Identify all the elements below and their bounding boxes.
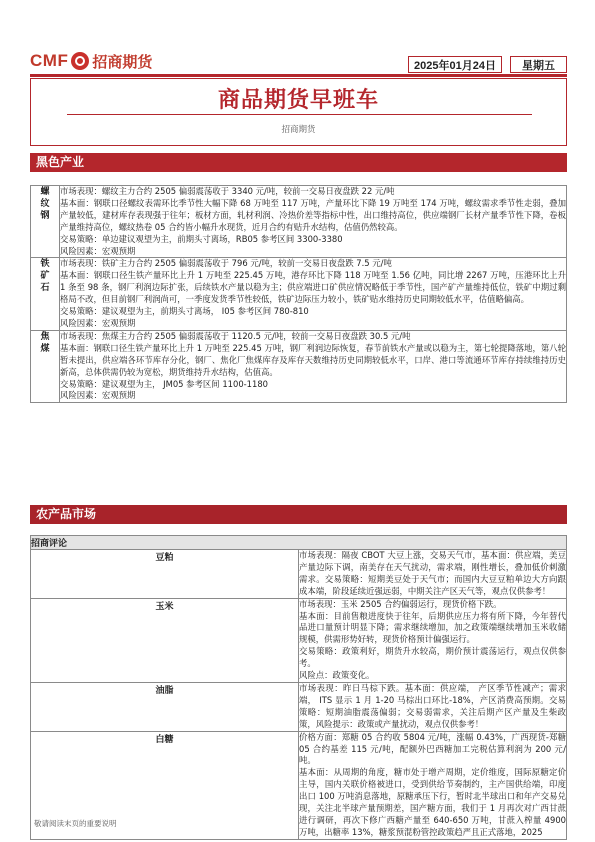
- company-logo: [30, 48, 152, 74]
- commodity-label: 玉米: [31, 598, 299, 682]
- fundamental-line: 基本面：目前售粮进度快于往年，后期供应压力将有所下降，今年替代品进口量预计明显下降；需求继续增加，加之政策端继续增加玉米收储规模，供需形势好转，现货价格预计偏强运行。: [299, 610, 566, 645]
- fundamental-line: 基本面：钢联口径生铁产量环比上升 1 万吨至 225.45 万吨，钢厂利润边际恢复，春节前铁水产量或以稳为主，第七轮提降落地，第八轮暂未提出，供应端各环节库存分化，钢厂、焦化厂焦煤库存及库存天数维持历史同期较低水平，口岸、港口等流通环节库存持续维持历史新高，总体供需仍较为宽松，期货维持升水结构，估值高。: [60, 342, 566, 377]
- commodity-label: [31, 186, 60, 258]
- market-line: 市场表现：玉米 2505 合约偏弱运行，现货价格下跌。: [299, 598, 502, 609]
- commodity-content: [299, 682, 567, 731]
- table-header-row: [31, 536, 567, 550]
- footer-disclaimer: 敬请阅读末页的重要说明: [34, 819, 117, 828]
- table-subheader: 招商评论: [31, 536, 567, 550]
- strategy-line: 交易策略：建议观望为主， JM05 参考区间 1100-1180: [60, 378, 268, 389]
- fundamental-line: 基本面：钢联口径生铁产量环比上升 1 万吨至 225.45 万吨，港存环比下降 118 万吨至 1.56 亿吨，同比增 2267 万吨，压港环比上升 1 条至 98 条，钢厂利润边际扩张，后续铁水产量以稳为主；供应端进口矿供应情况略低于季节性，国产矿产量维持低位，铁矿中期过剩格局不改，但目前钢厂利润尚可，一季度发货季节性较低，铁矿边际压力较小，铁矿贴水维持历史同期较低水平，估值略偏高。: [60, 270, 566, 305]
- commodity-label: [31, 258, 60, 330]
- table-row: [31, 550, 567, 599]
- commodity-label: 豆粕: [31, 550, 299, 599]
- commodity-name: 铁矿石: [40, 259, 50, 294]
- logo-latin-text: CMF: [30, 51, 69, 70]
- table-row: [31, 598, 567, 682]
- commodity-name: 焦煤: [40, 331, 50, 354]
- table-row: [31, 258, 567, 330]
- commodity-content: [299, 731, 567, 839]
- report-date: 2025年01月24日: [408, 56, 502, 73]
- risk-line: 风险点：政策变化。: [299, 670, 375, 681]
- price-line: 价格方面：郑糖 05 合约收 5804 元/吨，涨幅 0.43%，广西现货-郑糖 05 合约基差 115 元/吨，配额外巴西糖加工完税估算利润为 200 元/吨。: [299, 731, 566, 766]
- section-header-black: 黑色产业: [30, 153, 567, 172]
- market-line: 市场表现：焦煤主力合约 2505 偏弱震荡收于 1120.5 元/吨，较前一交易日夜盘跌 30.5 元/吨: [60, 330, 411, 341]
- black-industry-table: [30, 185, 567, 403]
- logo-chinese-text: 招商期货: [92, 52, 153, 71]
- commodity-content: [299, 598, 567, 682]
- commodity-label: [31, 330, 60, 402]
- page-title: 商品期货早班车: [217, 88, 379, 113]
- commodity-content: [60, 330, 567, 402]
- market-line: 市场表现：铁矿主力合约 2505 偏弱震荡收于 796 元/吨，较前一交易日夜盘跌 7.5 元/吨: [60, 258, 392, 269]
- table-row: [31, 186, 567, 258]
- market-line: 市场表现：螺纹主力合约 2505 偏弱震荡收于 3340 元/吨，较前一交易日夜盘跌 22 元/吨: [60, 186, 395, 196]
- risk-line: 风险因素：宏观预期: [60, 317, 136, 328]
- title-underline: [67, 114, 532, 115]
- comment-line: 市场表现：隔夜 CBOT 大豆上涨，交易天气市，基本面：供应端，美豆产量边际下调，南美存在天气扰动，需求端，刚性增长，叠加低价刺激需求。交易策略：短期美豆处于天气市；而国内大豆豆粕单边大方向跟成本端，阶段延续近强远弱，中期关注产区天气等，观点仅供参考！: [299, 550, 566, 596]
- strategy-line: 交易策略：政策利好，期货升水较高，期价预计震荡运行，观点仅供参考。: [299, 646, 566, 669]
- commodity-label: 白糖: [31, 731, 299, 839]
- agri-market-table: [30, 535, 567, 840]
- strategy-line: 交易策略：单边建议观望为主，前期头寸离场，RB05 参考区间 3300-3380: [60, 233, 343, 244]
- strategy-line: 交易策略：建议观望为主，前期头寸离场， I05 参考区间 780-810: [60, 306, 309, 317]
- table-row: [31, 330, 567, 402]
- commodity-label: 油脂: [31, 682, 299, 731]
- title-box: [30, 78, 567, 146]
- table-row: [31, 682, 567, 731]
- report-weekday: 星期五: [510, 56, 567, 73]
- commodity-content: [299, 550, 567, 599]
- commodity-content: [60, 186, 567, 258]
- commodity-content: [60, 258, 567, 330]
- header-divider: [30, 74, 567, 77]
- fundamental-line: 基本面：钢联口径螺纹表需环比季节性大幅下降 68 万吨至 117 万吨，产量环比下降 19 万吨至 174 万吨，螺纹需求季节性走弱，叠加产量较低，建材库存表现强于往年；板材方面，轧材利润、冷热价差等指标中性，出口维持高位，供应端钢厂长材产量季节性下降，卷板产量维持高位，螺纹热卷 05 合约皆小幅升水现货，近月合约有贴升水结构，估值仍然较高。: [60, 197, 566, 232]
- comment-line: 市场表现：昨日马棕下跌。基本面：供应端， 产区季节性减产；需求端， ITS 显示 1 月 1-20 马棕出口环比-18%，产区消费高预期。交易策略：短期油脂震荡偏弱；交易弱需求，关注后期产区产量及生柴政策，风险提示：政策或产量扰动，观点仅供参考！: [299, 682, 566, 729]
- commodity-name: 螺纹钢: [40, 187, 50, 221]
- fundamental-line: 基本面：从周期的角度，糖市处于增产周期，定价维度，国际原糖定价主导，国内关联价格被进口，受到供给节奏制约，主产国供给端，印度出口 100 万吨消息落地，原糖承压下行，暂时北半球出口和年产交易兑现，关注北半球产量预期差，国产糖方面，我们于 1 月再次对广西甘蔗进行调研，再次下修广西糖产量至 640-650 万吨，甘蔗入榨量 4900 万吨，出糖率 13%，糖浆预混粉管控政策趋严且正式落地，2025: [299, 767, 566, 837]
- report-author: 招商期货: [281, 125, 316, 135]
- risk-line: 风险因素：宏观预期: [60, 390, 136, 401]
- risk-line: 风险因素：宏观预期: [60, 245, 136, 256]
- section-header-agri: 农产品市场: [30, 505, 567, 524]
- logo-emblem-icon: [71, 52, 89, 70]
